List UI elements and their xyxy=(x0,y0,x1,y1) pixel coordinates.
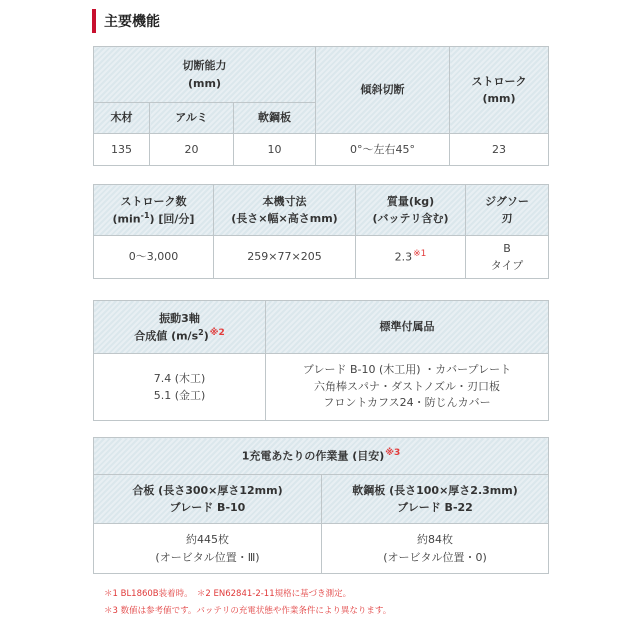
bevel-cut-header: 傾斜切断 xyxy=(316,47,450,134)
mild-steel-value: 10 xyxy=(234,134,316,166)
spec-table-work-amount xyxy=(93,437,549,574)
section-title: 主要機能 xyxy=(104,14,160,30)
aluminum-value: 20 xyxy=(150,134,234,166)
dimensions-header: 本機寸法 (長さ×幅×高さmm) xyxy=(214,185,356,236)
accessories-header: 標準付属品 xyxy=(266,301,549,354)
stroke-header: ストローク (mm) xyxy=(450,47,549,134)
stroke-value: 23 xyxy=(450,134,549,166)
mass-note: ※1 xyxy=(413,249,427,260)
plywood-header: 合板 (長さ300×厚さ12mm) ブレード B-10 xyxy=(94,475,322,524)
vibration-note: ※2 xyxy=(209,327,225,338)
footnotes xyxy=(104,586,391,620)
accessories-value: ブレード B-10 (木工用) ・カバープレート 六角棒スパナ・ダストノズル・刃口板 フロントカフス24・防じんカバー xyxy=(266,354,549,421)
spec-table-cutting xyxy=(93,46,549,166)
stroke-count-value: 0〜3,000 xyxy=(94,236,214,279)
footnote-line-1: ＊1 BL1860B装着時。 ＊2 EN62841-2-11規格に基づき測定。 xyxy=(104,589,352,599)
work-amount-note: ※3 xyxy=(385,448,401,459)
work-amount-header: 1充電あたりの作業量 (目安)$^{※3}$ xyxy=(94,438,549,475)
section-heading xyxy=(92,9,160,33)
spec-table-body xyxy=(93,184,549,279)
wood-header: 木材 xyxy=(94,103,150,134)
mild-steel-header: 軟鋼板 xyxy=(234,103,316,134)
mass-header: 質量(kg) (バッテリ含む) xyxy=(356,185,466,236)
dimensions-value: 259×77×205 xyxy=(214,236,356,279)
blade-type-value: B タイプ xyxy=(466,236,549,279)
bevel-value: 0°〜左右45° xyxy=(316,134,450,166)
vibration-value: 7.4 (木工) 5.1 (金工) xyxy=(94,354,266,421)
jigsaw-blade-header: ジグソー 刃 xyxy=(466,185,549,236)
spec-table-vibration xyxy=(93,300,549,421)
aluminum-header: アルミ xyxy=(150,103,234,134)
steel-header: 軟鋼板 (長さ100×厚さ2.3mm) ブレード B-22 xyxy=(322,475,549,524)
stroke-count-header: ストローク数 $(\min^{-1})$ [回/分] xyxy=(94,185,214,236)
wood-value: 135 xyxy=(94,134,150,166)
vibration-header: 振動3軸 合成値 $(m/s^2)^{※2}$ xyxy=(94,301,266,354)
cutting-capacity-header: 切断能力 (mm) xyxy=(94,47,316,103)
mass-value: 2.3$^{※1}$ xyxy=(356,236,466,279)
heading-accent-bar xyxy=(92,9,96,33)
steel-value: 約84枚 (オービタル位置・0) xyxy=(322,524,549,574)
footnote-line-2: ＊3 数値は参考値です。バッテリの充電状態や作業条件により異なります。 xyxy=(104,606,392,616)
plywood-value: 約445枚 (オービタル位置・Ⅲ) xyxy=(94,524,322,574)
